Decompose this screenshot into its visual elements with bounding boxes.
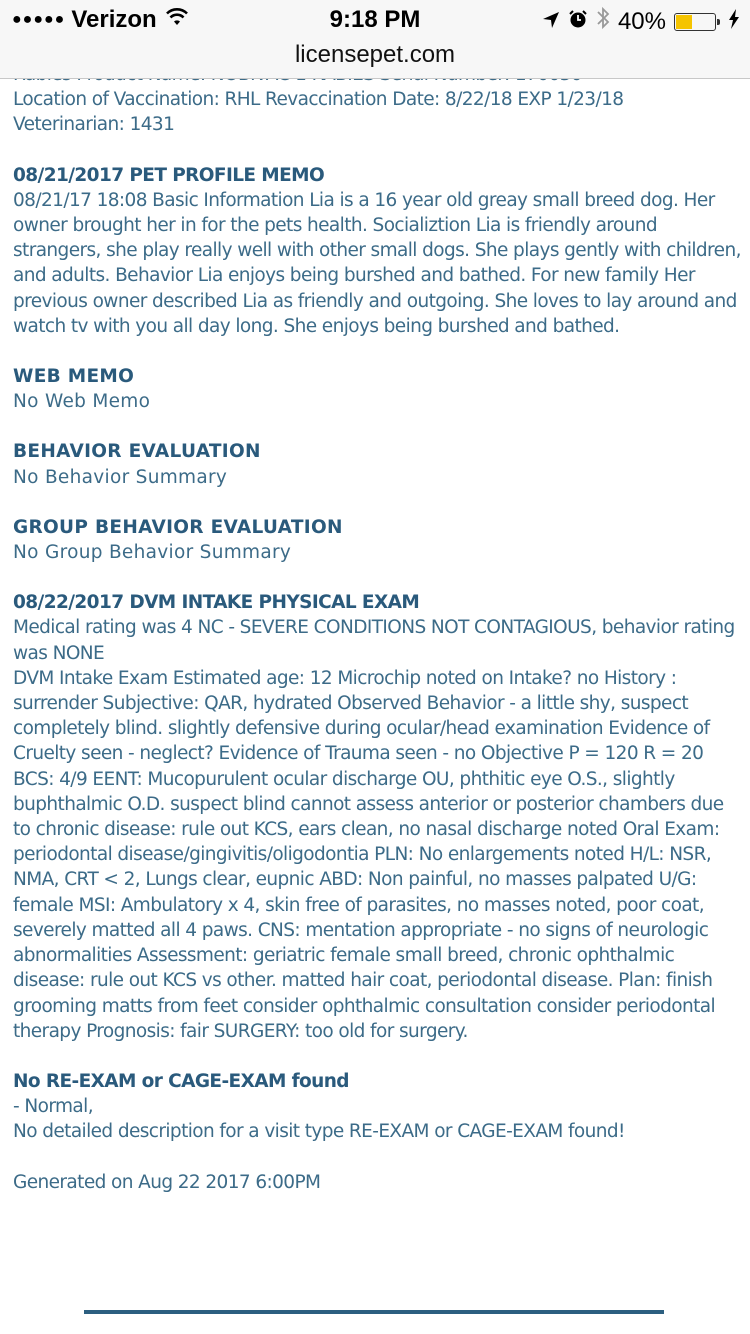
group-behavior-evaluation-section — [13, 515, 743, 565]
section-heading: BEHAVIOR EVALUATION — [13, 441, 261, 463]
medical-rating: Medical rating was 4 NC - SEVERE CONDITIONS NOT CONTAGIOUS, behavior rating was NONE — [13, 617, 735, 664]
dvm-intake-exam-section — [13, 590, 743, 1044]
footer-divider — [84, 1310, 664, 1314]
generated-timestamp: Generated on Aug 22 2017 6:00PM — [13, 1171, 321, 1193]
bluetooth-icon — [596, 6, 610, 37]
charging-bolt-icon — [728, 8, 740, 36]
clock: 9:18 PM — [329, 6, 421, 33]
re-exam-normal: - Normal, — [13, 1096, 93, 1118]
section-heading: WEB MEMO — [13, 366, 135, 388]
pet-profile-memo-body: 08/21/17 18:08 Basic Information Lia is a 16 year old greay small breed dog. Her owner brought her in for the pets health. Socializtion Lia is friendly around strangers, she play really well with other small dogs. She plays gently with children, and adults. Behavior Lia enjoys being burshed and bathed. For new family Her previous owner described Lia as friendly and outgoing. She loves to lay around and watch tv with you all day long. She enjoys being burshed and bathed. — [13, 189, 741, 337]
section-heading: 08/22/2017 DVM INTAKE PHYSICAL EXAM — [13, 592, 420, 614]
url-domain[interactable]: licensepet.com — [294, 41, 456, 68]
pet-profile-memo-section — [13, 163, 743, 339]
behavior-evaluation-section — [13, 439, 743, 489]
dvm-intake-exam-body: DVM Intake Exam Estimated age: 12 Microchip noted on Intake? no History : surrender Subjective: QAR, hydrated Observed Behavior - a little shy, suspect completely blind. slightly defensive during ocular/head examination Evidence of Cruelty seen - neglect? Evidence of Trauma seen - no Objective P = 120 R = 20 BCS: 4/9 EENT: Mucopurulent ocular discharge OU, phthitic eye O.S., slightly buphthalmic O.D. suspect blind cannot assess anterior or posterior chambers due to chronic disease: rule out KCS, ears clean, no nasal discharge noted Oral Exam: periodontal disease/gingivitis/oligodontia PLN: No enlargements noted H/L: NSR, NMA, CRT < 2, Lungs clear, eupnic ABD: Non painful, no masses palpated U/G: female MSI: Ambulatory x 4, skin free of parasites, no masses noted, poor coat, severely matted all 4 paws. CNS: mentation appropriate - no signs of neurologic abnormalities Assessment: geriatric female small breed, chronic ophthalmic disease: rule out KCS vs other. matted hair coat, periodontal disease. Plan: finish grooming matts from feet consider ophthalmic consultation consider periodontal therapy Prognosis: fair SURGERY: too old for surgery. — [13, 667, 724, 1042]
address-bar[interactable] — [0, 40, 750, 79]
vaccination-location: Location of Vaccination: RHL Revaccination Date: 8/22/18 EXP 1/23/18 — [13, 89, 624, 111]
battery-percent: 40% — [617, 7, 666, 35]
signal-strength-icon: ●●●●● — [12, 11, 66, 28]
section-heading: GROUP BEHAVIOR EVALUATION — [13, 516, 343, 538]
web-memo-body: No Web Memo — [13, 391, 151, 413]
veterinarian: Veterinarian: 1431 — [13, 114, 175, 136]
carrier-name: Verizon — [71, 6, 157, 33]
section-heading: 08/21/2017 PET PROFILE MEMO — [13, 164, 325, 186]
re-exam-section — [13, 1069, 743, 1145]
behavior-evaluation-body: No Behavior Summary — [13, 466, 228, 488]
battery-icon — [674, 13, 716, 31]
web-memo-section — [13, 364, 743, 414]
status-bar — [0, 0, 750, 40]
location-arrow-icon — [542, 8, 560, 36]
re-exam-description: No detailed description for a visit type RE-EXAM or CAGE-EXAM found! — [13, 1121, 625, 1143]
section-heading: No RE-EXAM or CAGE-EXAM found — [13, 1070, 349, 1092]
group-behavior-evaluation-body: No Group Behavior Summary — [13, 542, 292, 564]
pet-record-content — [13, 62, 743, 1220]
footer-section — [13, 1170, 743, 1195]
alarm-clock-icon — [568, 8, 588, 36]
